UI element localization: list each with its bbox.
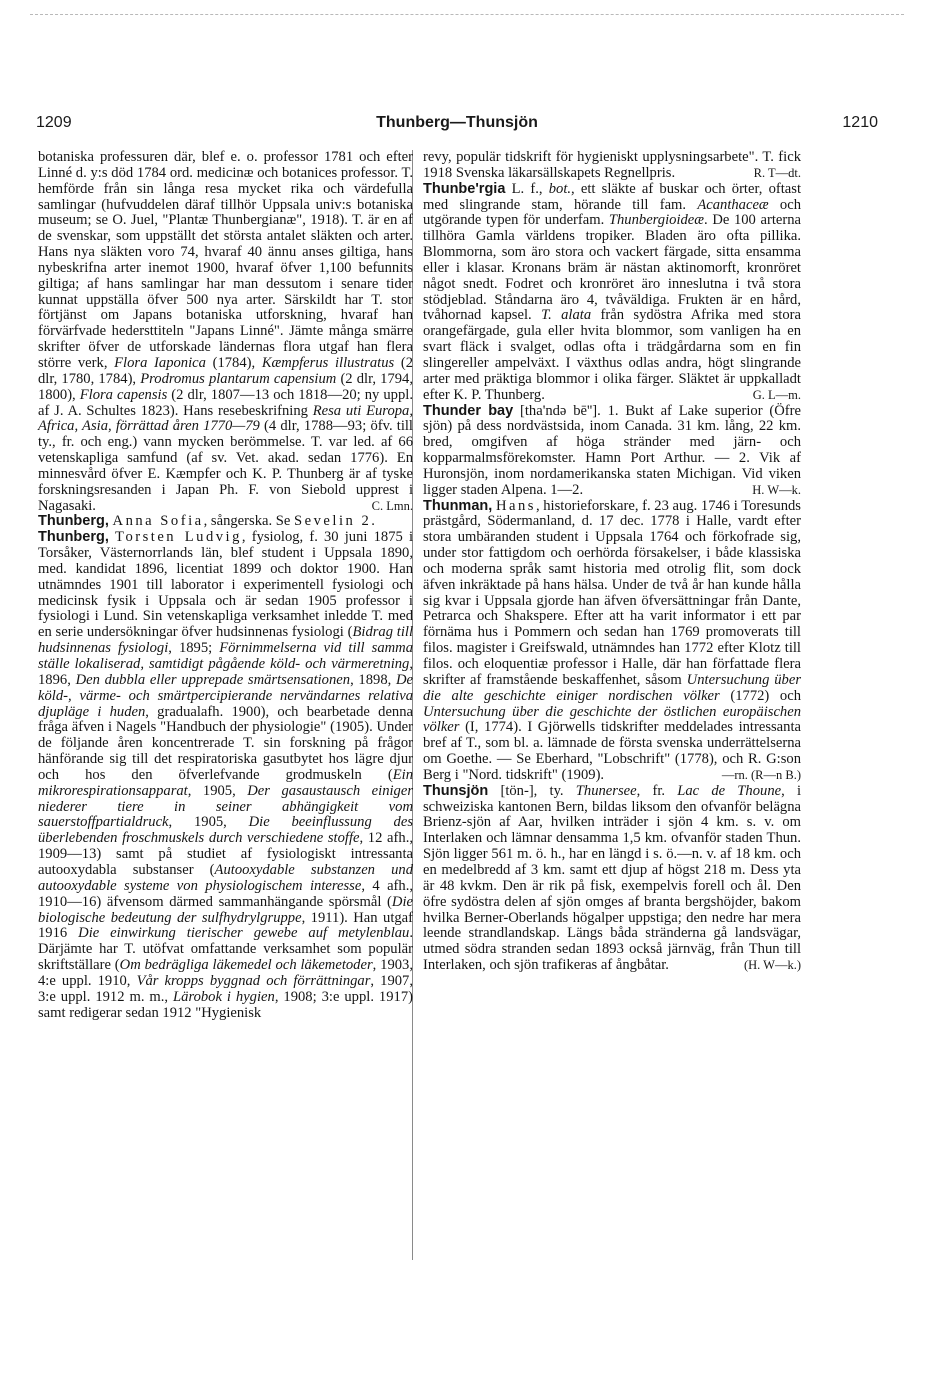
author-signature: H. W—k. [752, 482, 801, 497]
entry-headword: Thunman, [423, 497, 493, 514]
entry-headword: Thunder bay [423, 402, 514, 419]
left-column [38, 150, 413, 1021]
entry-thunbergia: Thunbe'rgia L. f., bot., ett släkte af buskar och örter, oftast med slingrande stam, hörande till fam. Acanthaceæ och utgörande typen för underfam. Thunbergioideæ. De 100 arterna tillhöra Gamla världens tropiker. Bladen äro ofta pillika. Blommorna, som äro stora och vackert färgade, sitta ensamma eller i klasar. Kronans bräm är nästan aktinomorft, kronröret något snedt. Fodret och kronröret äro inneslutna i två stora stödjeblad. Ståndarna äro 4, tvåväldiga. Frukten är en hård, tvåhornad kapsel. T. alata från sydöstra Afrika med stora orangefärgade, gula eller hvita blommor, som vanligen ha en svart fläck i svalget, odlas ofta i trädgårdarna som en fin slingereller ampelväxt. I växthus odlas andra, högt slingrande arter med präktiga blommor i olika färger. Släktet är uppkalladt efter K. P. Thunberg. G. L—m. [423, 180, 801, 403]
page-header [36, 114, 878, 138]
entry-headword: Thunberg, [38, 529, 109, 546]
author-signature: (H. W—k.) [743, 958, 801, 973]
scan-top-rule [30, 14, 904, 15]
running-title: Thunberg—Thunsjön [376, 114, 538, 131]
author-signature: G. L—m. [752, 387, 801, 402]
author-signature: —rn. (R—n B.) [721, 767, 801, 782]
entry-thunberg-carl-continued: botaniska professuren där, blef e. o. professor 1781 och efter Linné d. y:s död 1784 ord. medicinæ och botanices professor. T. hemförde från sin långa resa mycket rika och värdefulla samlingar (hufvuddelen däraf tillhör Uppsala univ:s botaniska museum; se O. Juel, "Plantæ Thunbergianæ", 1918). T. är en af de svenskar, som uppställt det största antalet släkten och arter. Hans nya släkten voro 74, hvaraf 40 ännu anses giltiga, hans nybeskrifna arter inemot 1900, hvaraf öfver 1,100 befunnits giltiga; af hans samlingar har man dessutom i senare tider kunnat uppställa öfver 500 nya arter. Särskildt har T. stor förtjänst om Japans botaniska utforskning, hvaraf han förvärfvade hedersttiteln "Japans Linné". Jämte många smärre skrifter öfver de utforskade ländernas flora utgaf han flera större verk, Flora Iaponica (1784), Kæmpferus illustratus (2 dlr, 1780, 1784), Prodromus plantarum capensium (2 dlr, 1794, 1800), Flora capensis (2 dlr, 1807—13 och 1818—20; ny uppl. af J. A. Schultes 1823). Hans resebeskrifning Resa uti Europa, Africa, Asia, förrättad åren 1770—79 (4 dlr, 1788—93; öfv. till ty., fr. och eng.) vann mycken berömmelse. T. var led. af 66 vetenskapliga samfund (af sv. Vet. akad. sedan 1776). En minnesvård öfver E. Kæmpfer och K. P. Thunberg är af tyske forskningsresanden i Japan Ph. F. von Siebold upprest i Nagasaki. C. Lmn. [38, 149, 413, 514]
author-signature: C. Lmn. [371, 498, 413, 513]
entry-thunman-hans: Thunman, Hans, historieforskare, f. 23 aug. 1746 i Toresunds prästgård, Södermanland, d. 17 dec. 1778 i Halle, vardt efter stora umbäranden student i Uppsala 1764 och förkofrade sig, under stor fattigdom och oerhörda försakelser, i både klassiska och moderna språk samt historia med otrolig flit, som dock äfven inkräktade på hans hälsa. Under de två år han kunde hålla sig kvar i Uppsala gjorde han äfven öfversättningar från Dante, Petrarca och Shakspere. Efter att ha varit informator i ett par förnäma hus i Pommern och sedan han 1769 promoverats till filos. magister i Greifswald, utnämndes han 1772 efter Klotz till filos. och eloquentiæ professor i Halle, där han författade flera skrifter af framstående beskaffenhet, såsom Untersuchung über die alte geschichte einiger nordischen völker (1772) och Untersuchung über die geschichte der östlichen europäischen völker (I, 1774). I Gjörwells tidskrifter meddelades intressanta bref af T., som bl. a. lämnade de första svenska underrättelserna om Goethe. — Se Eberhard, "Lobschrift" (1778), och R. G:son Berg i "Nord. tidskrift" (1909). —rn. (R—n B.) [423, 497, 802, 783]
entry-thunberg-torsten-ludvig: Thunberg, Torsten Ludvig, fysiolog, f. 30 juni 1875 i Torsåker, Västernorrlands län, blef student i Uppsala 1890, med. kandidat 1896, licentiat 1899 och doktor 1900. Han utnämndes 1901 till laborator i experimentell fysiologi och medicinsk fysik i Uppsala och är sedan 1905 professor i fysiologi i Lund. Sin vetenskapliga verksamhet inledde T. med en serie undersökningar öfver hudsinnenas fysiologi (Bidrag till hudsinnenas fysiologi, 1895; Förnimmelserna vid till samma ställe lokaliserad, samtidigt pågående köld- och värmeretning, 1896, Den dubbla eller upprepade smärtsensationen, 1898, De köld-, värme- och smärtpercipierande nervändarnes relativa djupläge i huden, gradualafh. 1900), och bearbetade denna fråga äfven i Nagels "Handbuch der physiologie" (1905). Under de följande åren koncentrerade T. sin forskning på frågor hänförande sig till det respiratoriska gasutbytet hos lägre djur och hos den öfverlefvande grodmuskeln (Ein mikrorespirationsapparat, 1905, Der gasaustausch einiger niederer tiere in seiner abhängigkeit vom sauerstoffpartialdruck, 1905, Die beeinflussung des überlebenden froschmuskels durch verschiedene stoffe, 12 afh., 1909—13) samt på studiet af fysiologiskt intressanta autooxydabla substanser (Autooxydable substanzen und autooxydable systeme von physiologischem interesse, 4 afh., 1910—16) äfvensom därmed sammanhängande spörsmål (Die biologische bedeutung der sulfhydrylgruppe, 1911). Han utgaf 1916 Die einwirkung tierischer gewebe auf metylenblau. Därjämte har T. utöfvat omfattande verksamhet som populär skriftställare (Om bedrägliga läkemedel och läkemetoder, 1903, 4:e uppl. 1910, Vår kropps byggnad och förrättningar, 1907, 3:e uppl. 1912 m. m., Lärobok i hygien, 1908; 3:e uppl. 1917) samt redigerar sedan 1912 "Hygienisk [38, 529, 414, 1021]
page-number-left: 1209 [36, 114, 72, 131]
entry-thunberg-anna-sofia: Thunberg, Anna Sofia, sångerska. Se Sevelin 2. [38, 513, 375, 530]
entry-thunberg-torsten-continued: revy, populär tidskrift för hygieniskt upplysningsarbete". T. fick 1918 Svenska läkarsällskapets Regnellpris. R. T—dt. [423, 149, 801, 181]
entry-headword: Thunsjön [423, 782, 489, 799]
cross-reference: Sevelin 2 [294, 513, 372, 530]
entry-thunsjon: Thunsjön [tön-], ty. Thunersee, fr. Lac de Thoune, i schweiziska kantonen Bern, bildas liksom den ofvanför belägna Brienz-sjön af Aar, hvilken inträder i sjön 4 km. s. v. om Interlaken och lämnar densamma 1,5 km. ofvanför staden Thun. Sjön ligger 561 m. ö. h., har en längd i s. ö.—n. v. af 18 km. och en medelbredd af 3 km. samt ett djup af högst 218 m. Dess yta är 48 kvkm. Den är rik på fisk, exempelvis forell och ål. Den öfre sydöstra delen af sjön omges af branta bergshöjder, bakom hvilka Berner-Oberlands högalper uppstiga; den nedre har mera leende strandlandskap. Längs båda stränderna gå landsvägar, utmed södra stranden sedan 1893 också järnväg, från Thun till Interlaken, och sjön trafikeras af ångbåtar. (H. W—k.) [423, 782, 801, 974]
entry-thunder-bay: Thunder bay [tha'ndə bē'']. 1. Bukt af Lake superior (Öfre sjön) på dess nordvästsida, inom Canada. 31 km. lång, 22 km. bred, omgifven af höga stränder med järn- och kopparmalmsförekomster. Hamn Port Arthur. — 2. Vik af Huronsjön, inom nordamerikanska staten Michigan. Vid viken ligger staden Alpena. 1—2. H. W—k. [423, 402, 801, 498]
page-number-right: 1210 [842, 114, 878, 131]
entry-headword: Thunberg, [38, 513, 109, 530]
author-signature: R. T—dt. [753, 165, 801, 180]
right-column [423, 150, 801, 974]
entry-headword: Thunbe'rgia [423, 180, 506, 197]
